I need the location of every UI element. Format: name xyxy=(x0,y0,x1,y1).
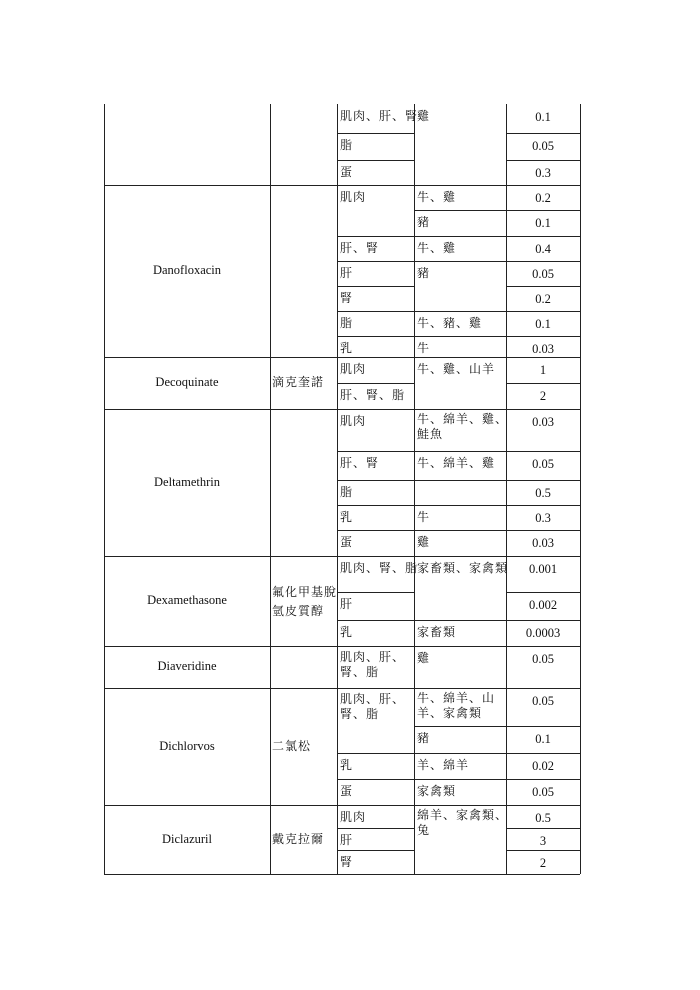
limit-value: 2 xyxy=(539,389,547,403)
table-rule xyxy=(337,592,414,593)
limit-value: 0.1 xyxy=(535,317,551,331)
table-rule xyxy=(506,505,580,506)
tissue-label: 蛋 xyxy=(340,784,354,798)
limit-value: 2 xyxy=(539,856,547,870)
tissue-label: 肌肉 xyxy=(340,190,367,204)
table-rule xyxy=(337,850,414,851)
limit-value: 0.1 xyxy=(535,216,551,230)
drug-name: Decoquinate xyxy=(155,375,219,389)
drug-name: Diaveridine xyxy=(157,659,217,673)
table-rule xyxy=(506,210,580,211)
limit-value: 0.3 xyxy=(535,166,551,180)
tissue-label: 肌肉、肝、 xyxy=(340,692,406,706)
limit-value: 0.02 xyxy=(532,759,554,773)
table-rule xyxy=(104,874,580,875)
table-rule xyxy=(506,828,580,829)
tissue-label: 乳 xyxy=(340,341,354,355)
tissue-label: 肌肉 xyxy=(340,810,367,824)
table-rule xyxy=(580,104,581,874)
limit-value: 0.5 xyxy=(535,486,551,500)
table-rule xyxy=(506,286,580,287)
drug-chinese-name: 氟化甲基脫 xyxy=(272,585,338,599)
limit-value: 0.05 xyxy=(532,139,554,153)
limit-value: 1 xyxy=(539,363,547,377)
table-rule xyxy=(506,336,580,337)
table-rule xyxy=(337,261,414,262)
species-label: 家禽類 xyxy=(417,784,457,798)
table-rule xyxy=(414,210,506,211)
drug-name: Dichlorvos xyxy=(159,738,215,753)
species-label: 牛、雞、山羊 xyxy=(417,362,496,376)
table-rule xyxy=(337,383,414,384)
tissue-label: 肝、腎 xyxy=(340,241,380,255)
table-rule xyxy=(506,236,580,237)
limit-value: 0.05 xyxy=(532,785,554,799)
table-rule xyxy=(337,336,506,337)
limit-value: 0.05 xyxy=(532,267,554,281)
table-rule xyxy=(337,620,506,621)
species-label: 牛、豬、雞 xyxy=(417,316,483,330)
table-rule xyxy=(506,311,580,312)
limit-value: 0.03 xyxy=(532,342,554,356)
table-rule xyxy=(337,779,506,780)
table-rule xyxy=(506,850,580,851)
table-rule xyxy=(104,688,580,689)
table-rule xyxy=(506,530,580,531)
species-label: 雞 xyxy=(417,535,431,549)
table-rule xyxy=(506,779,580,780)
species-label: 家畜類、家禽類 xyxy=(417,561,509,575)
limit-value: 0.001 xyxy=(528,562,558,576)
table-rule xyxy=(414,104,415,874)
table-rule xyxy=(104,185,580,186)
limit-value: 0.3 xyxy=(535,511,551,525)
limit-value: 0.05 xyxy=(532,457,554,471)
species-label: 牛、綿羊、山 xyxy=(417,691,496,705)
table-rule xyxy=(506,726,580,727)
table-rule xyxy=(337,311,506,312)
limit-value: 0.4 xyxy=(535,242,551,256)
tissue-label: 肝 xyxy=(340,833,354,847)
species-label: 牛、雞 xyxy=(417,190,457,204)
tissue-label: 肌肉 xyxy=(340,362,367,376)
limit-value: 0.03 xyxy=(532,415,554,429)
table-rule xyxy=(506,261,580,262)
table-rule xyxy=(506,160,580,161)
tissue-label: 肝、腎、脂 xyxy=(340,388,406,402)
table-rule xyxy=(337,286,414,287)
table-rule xyxy=(104,357,580,358)
table-rule xyxy=(104,104,105,874)
drug-name: Dexamethasone xyxy=(147,593,227,607)
species-label: 羊、綿羊 xyxy=(417,758,470,772)
table-rule xyxy=(337,480,506,481)
table-rule xyxy=(506,451,580,452)
species-label: 豬 xyxy=(417,266,431,280)
drug-chinese-name: 氫皮質醇 xyxy=(272,604,325,618)
tissue-label: 肝 xyxy=(340,266,354,280)
species-label: 牛、綿羊、雞 xyxy=(417,456,496,470)
drug-chinese-name: 滴克奎諾 xyxy=(272,375,325,389)
tissue-label: 蛋 xyxy=(340,165,354,179)
table-rule xyxy=(506,480,580,481)
table-rule xyxy=(506,592,580,593)
limit-value: 0.05 xyxy=(532,652,554,666)
table-rule xyxy=(414,261,506,262)
limit-value: 0.1 xyxy=(535,732,551,746)
table-rule xyxy=(337,160,414,161)
table-rule xyxy=(506,383,580,384)
drug-name: Deltamethrin xyxy=(154,474,220,489)
limit-value: 0.0003 xyxy=(525,626,561,640)
tissue-label: 肌肉、腎、脂 xyxy=(340,561,419,575)
species-label: 豬 xyxy=(417,215,431,229)
drug-name: Diclazuril xyxy=(162,831,212,846)
table-rule xyxy=(506,753,580,754)
table-rule xyxy=(506,104,507,874)
table-rule xyxy=(104,556,580,557)
table-rule xyxy=(337,530,506,531)
tissue-label: 脂 xyxy=(340,316,354,330)
limit-value: 0.2 xyxy=(535,191,551,205)
tissue-label: 肝、腎 xyxy=(340,456,380,470)
tissue-label: 腎 xyxy=(340,855,354,869)
species-label: 羊、家禽類 xyxy=(417,706,483,720)
table-rule xyxy=(414,726,506,727)
tissue-label: 腎 xyxy=(340,291,354,305)
tissue-label: 肝 xyxy=(340,597,354,611)
tissue-label: 肌肉、肝、 xyxy=(340,650,406,664)
table-rule xyxy=(506,133,580,134)
limit-value: 0.002 xyxy=(528,598,558,612)
table-rule xyxy=(270,104,271,874)
species-label: 家畜類 xyxy=(417,625,457,639)
tissue-label: 乳 xyxy=(340,510,354,524)
tissue-label: 乳 xyxy=(340,625,354,639)
tissue-label: 腎、脂 xyxy=(340,707,380,721)
drug-name: Danofloxacin xyxy=(152,263,222,277)
species-label: 牛、綿羊、雞、 xyxy=(417,412,509,426)
table-rule xyxy=(337,451,414,452)
tissue-label: 肌肉、肝、腎 xyxy=(340,109,419,123)
species-label: 雞 xyxy=(417,109,431,123)
species-label: 鮭魚 xyxy=(417,427,444,441)
table-rule xyxy=(104,409,580,410)
limit-value: 0.03 xyxy=(532,536,554,550)
table-rule xyxy=(337,828,414,829)
species-label: 綿羊、家禽類、 xyxy=(417,808,509,822)
table-rule xyxy=(337,753,506,754)
tissue-label: 脂 xyxy=(340,485,354,499)
tissue-label: 脂 xyxy=(340,138,354,152)
table-rule xyxy=(337,104,338,874)
tissue-label: 肌肉 xyxy=(340,414,367,428)
table-rule xyxy=(506,620,580,621)
table-rule xyxy=(104,805,580,806)
table-rule xyxy=(104,646,580,647)
drug-chinese-name: 二氯松 xyxy=(272,738,312,753)
tissue-label: 蛋 xyxy=(340,535,354,549)
tissue-label: 乳 xyxy=(340,758,354,772)
table-rule xyxy=(337,133,414,134)
species-label: 豬 xyxy=(417,731,431,745)
species-label: 牛 xyxy=(417,341,431,355)
limit-value: 0.2 xyxy=(535,292,551,306)
table-rule xyxy=(414,451,506,452)
species-label: 雞 xyxy=(417,651,431,665)
species-label: 兔 xyxy=(417,823,431,837)
species-label: 牛、雞 xyxy=(417,241,457,255)
table-rule xyxy=(414,505,506,506)
limit-value: 0.1 xyxy=(535,110,551,124)
species-label: 牛 xyxy=(417,510,431,524)
tissue-label: 腎、脂 xyxy=(340,665,380,679)
drug-chinese-name: 戴克拉爾 xyxy=(272,831,325,846)
limit-value: 0.05 xyxy=(532,694,554,708)
table-rule xyxy=(337,236,506,237)
limit-value: 3 xyxy=(539,834,547,848)
table-rule xyxy=(337,505,414,506)
limit-value: 0.5 xyxy=(535,811,551,825)
